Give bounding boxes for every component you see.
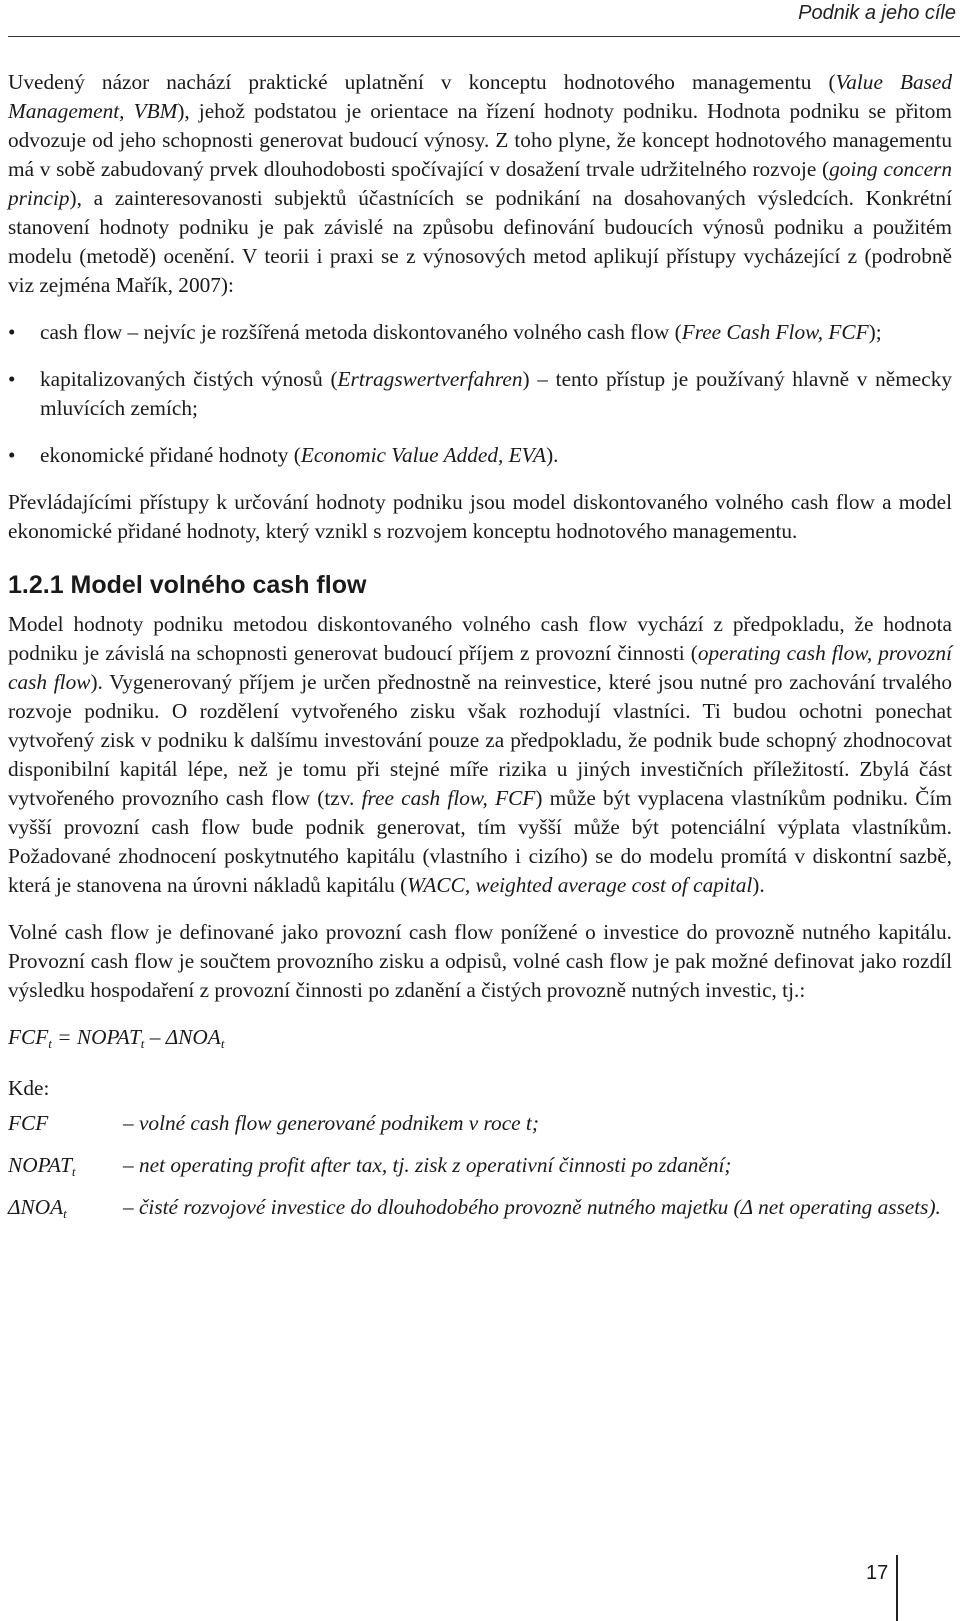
list-item (8, 365, 952, 423)
formula-term: = NOPAT (51, 1025, 141, 1049)
page-number: 17 (866, 1562, 889, 1584)
definitions-intro: Kde: (8, 1076, 50, 1100)
text-span: ). (546, 443, 559, 467)
definitions-table (8, 1109, 941, 1235)
list-item (8, 441, 952, 470)
symbol-subscript: t (63, 1206, 67, 1221)
definition-symbol (8, 1151, 123, 1193)
definition-description: – volné cash flow generované podnikem v roce t; (123, 1111, 539, 1135)
text-span: ); (868, 320, 882, 344)
italic-term: Free Cash Flow, FCF (681, 320, 869, 344)
page-body (8, 68, 952, 1235)
formula-subscript: t (220, 1036, 225, 1051)
page-header (8, 0, 960, 37)
text-span: ), jehož podstatou je orientace na řízení hodnoty podniku. Hodnota podniku se přitom odvozuje od jeho schopnosti generovat budoucí výnosy. Z toho plyne, že koncept hodnotového managementu má v sobě zabudovaný prvek dlouhodobosti spočívající v dosažení trvale udržitelného rozvoje ( (8, 99, 952, 181)
italic-term: operating cash flow, provozní cash flow (8, 641, 952, 694)
text-span: Uvedený názor nachází praktické uplatnění v konceptu hodnotového managementu ( (8, 70, 836, 94)
italic-term: Value Based Management, VBM (8, 70, 953, 123)
definition-symbol (8, 1109, 123, 1151)
text-span: ) může být vyplacena vlastníkům podniku. Čím vyšší provozní cash flow bude podnik generovat, tím vyšší může být potenciální výplata vlastníkům. Požadované zhodnocení poskytnutého kapitálu (vlastního i cizího) se do modelu promítá v diskontní sazbě, která je stanovena na úrovni nákladů kapitálu ( (8, 786, 952, 897)
formula-term: – ΔNOA (144, 1025, 221, 1049)
methods-list (8, 318, 952, 470)
text-span: ). (752, 873, 765, 897)
section-heading: 1.2.1 Model volného cash flow (8, 571, 367, 599)
text-span: ), a zainteresovanosti subjektů účastnících se podnikání na dosahovaných výsledcích. Konkrétní stanovení hodnoty podniku je pak závislé na způsobu definování budoucích výnosů podniku a použitém modelu (metodě) ocenění. V teorii i praxi se z výnosových metod aplikují přístupy vycházející z (podrobně viz zejména Mařík, 2007): (8, 186, 952, 297)
symbol-text: FCF (8, 1111, 49, 1135)
text-span: ). Vygenerovaný příjem je určen přednostně na reinvestice, které jsou nutné pro zachování trvalého rozvoje podniku. O rozdělení vytvořeného zisku však rozhodují vlastníci. Ti budou ochotni ponechat vytvořený zisk v podniku k dalšímu investování pouze za předpokladu, že podnik bude schopný zhodnocovat disponibilní kapitál lépe, než je tomu při stejné míře rizika u jiných investičních příležitostí. Zbylá část vytvořeného provozního cash flow (tzv. (8, 670, 952, 810)
italic-term: Economic Value Added, EVA (300, 443, 547, 467)
italic-term: free cash flow, FCF (361, 786, 536, 810)
definition-description: – čisté rozvojové investice do dlouhodobého provozně nutného majetku (Δ net operating assets). (123, 1195, 941, 1219)
paragraph-fcf-definition: Volné cash flow je definované jako provozní cash flow ponížené o investice do provozně nutného kapitálu. Provozní cash flow je součtem provozního zisku a odpisů, volné cash flow je pak možné definovat jako rozdíl výsledku hospodaření z provozní činnosti po zdanění a čistých provozně nutných investic, tj.: (8, 920, 952, 1002)
fcf-formula (8, 1023, 952, 1058)
italic-term: WACC, weighted average cost of capital (407, 873, 753, 897)
paragraph-fcf-model (8, 610, 952, 900)
definition-row (8, 1109, 941, 1151)
italic-term: Ertragswertverfahren (337, 367, 523, 391)
text-span: Model hodnoty podniku metodou diskontovaného volného cash flow vychází z předpokladu, že hodnota podniku je závislá na schopnosti generovat budoucí příjem z provozní činnosti ( (8, 612, 952, 665)
formula-term: FCF (8, 1025, 49, 1049)
definition-row (8, 1151, 941, 1193)
symbol-text: ΔNOA (8, 1195, 64, 1219)
bullet-icon: • (8, 320, 16, 344)
text-span: kapitalizovaných čistých výnosů ( (40, 367, 338, 391)
list-item (8, 318, 952, 347)
definition-row (8, 1193, 941, 1235)
text-span: ) – tento přístup je používaný hlavně v německy mluvících zemích; (40, 367, 952, 420)
symbol-subscript: t (71, 1164, 76, 1179)
text-span: ekonomické přidané hodnoty ( (40, 443, 301, 467)
formula-subscript: t (140, 1036, 145, 1051)
bullet-icon: • (8, 443, 16, 467)
symbol-text: NOPAT (8, 1153, 72, 1177)
definition-symbol (8, 1193, 123, 1235)
text-span: cash flow – nejvíc je rozšířená metoda diskontovaného volného cash flow ( (40, 320, 682, 344)
paragraph-approaches: Převládajícími přístupy k určování hodnoty podniku jsou model diskontovaného volného cash flow a model ekonomické přidané hodnoty, který vznikl s rozvojem konceptu hodnotového managementu. (8, 490, 952, 543)
paragraph-vbm (8, 68, 952, 300)
italic-term: going concern princip (8, 157, 952, 210)
formula-subscript: t (48, 1036, 52, 1051)
running-title: Podnik a jeho cíle (798, 2, 956, 24)
page-number-rule (896, 1555, 898, 1621)
bullet-icon: • (8, 367, 16, 391)
definition-description: – net operating profit after tax, tj. zisk z operativní činnosti po zdanění; (123, 1153, 732, 1177)
